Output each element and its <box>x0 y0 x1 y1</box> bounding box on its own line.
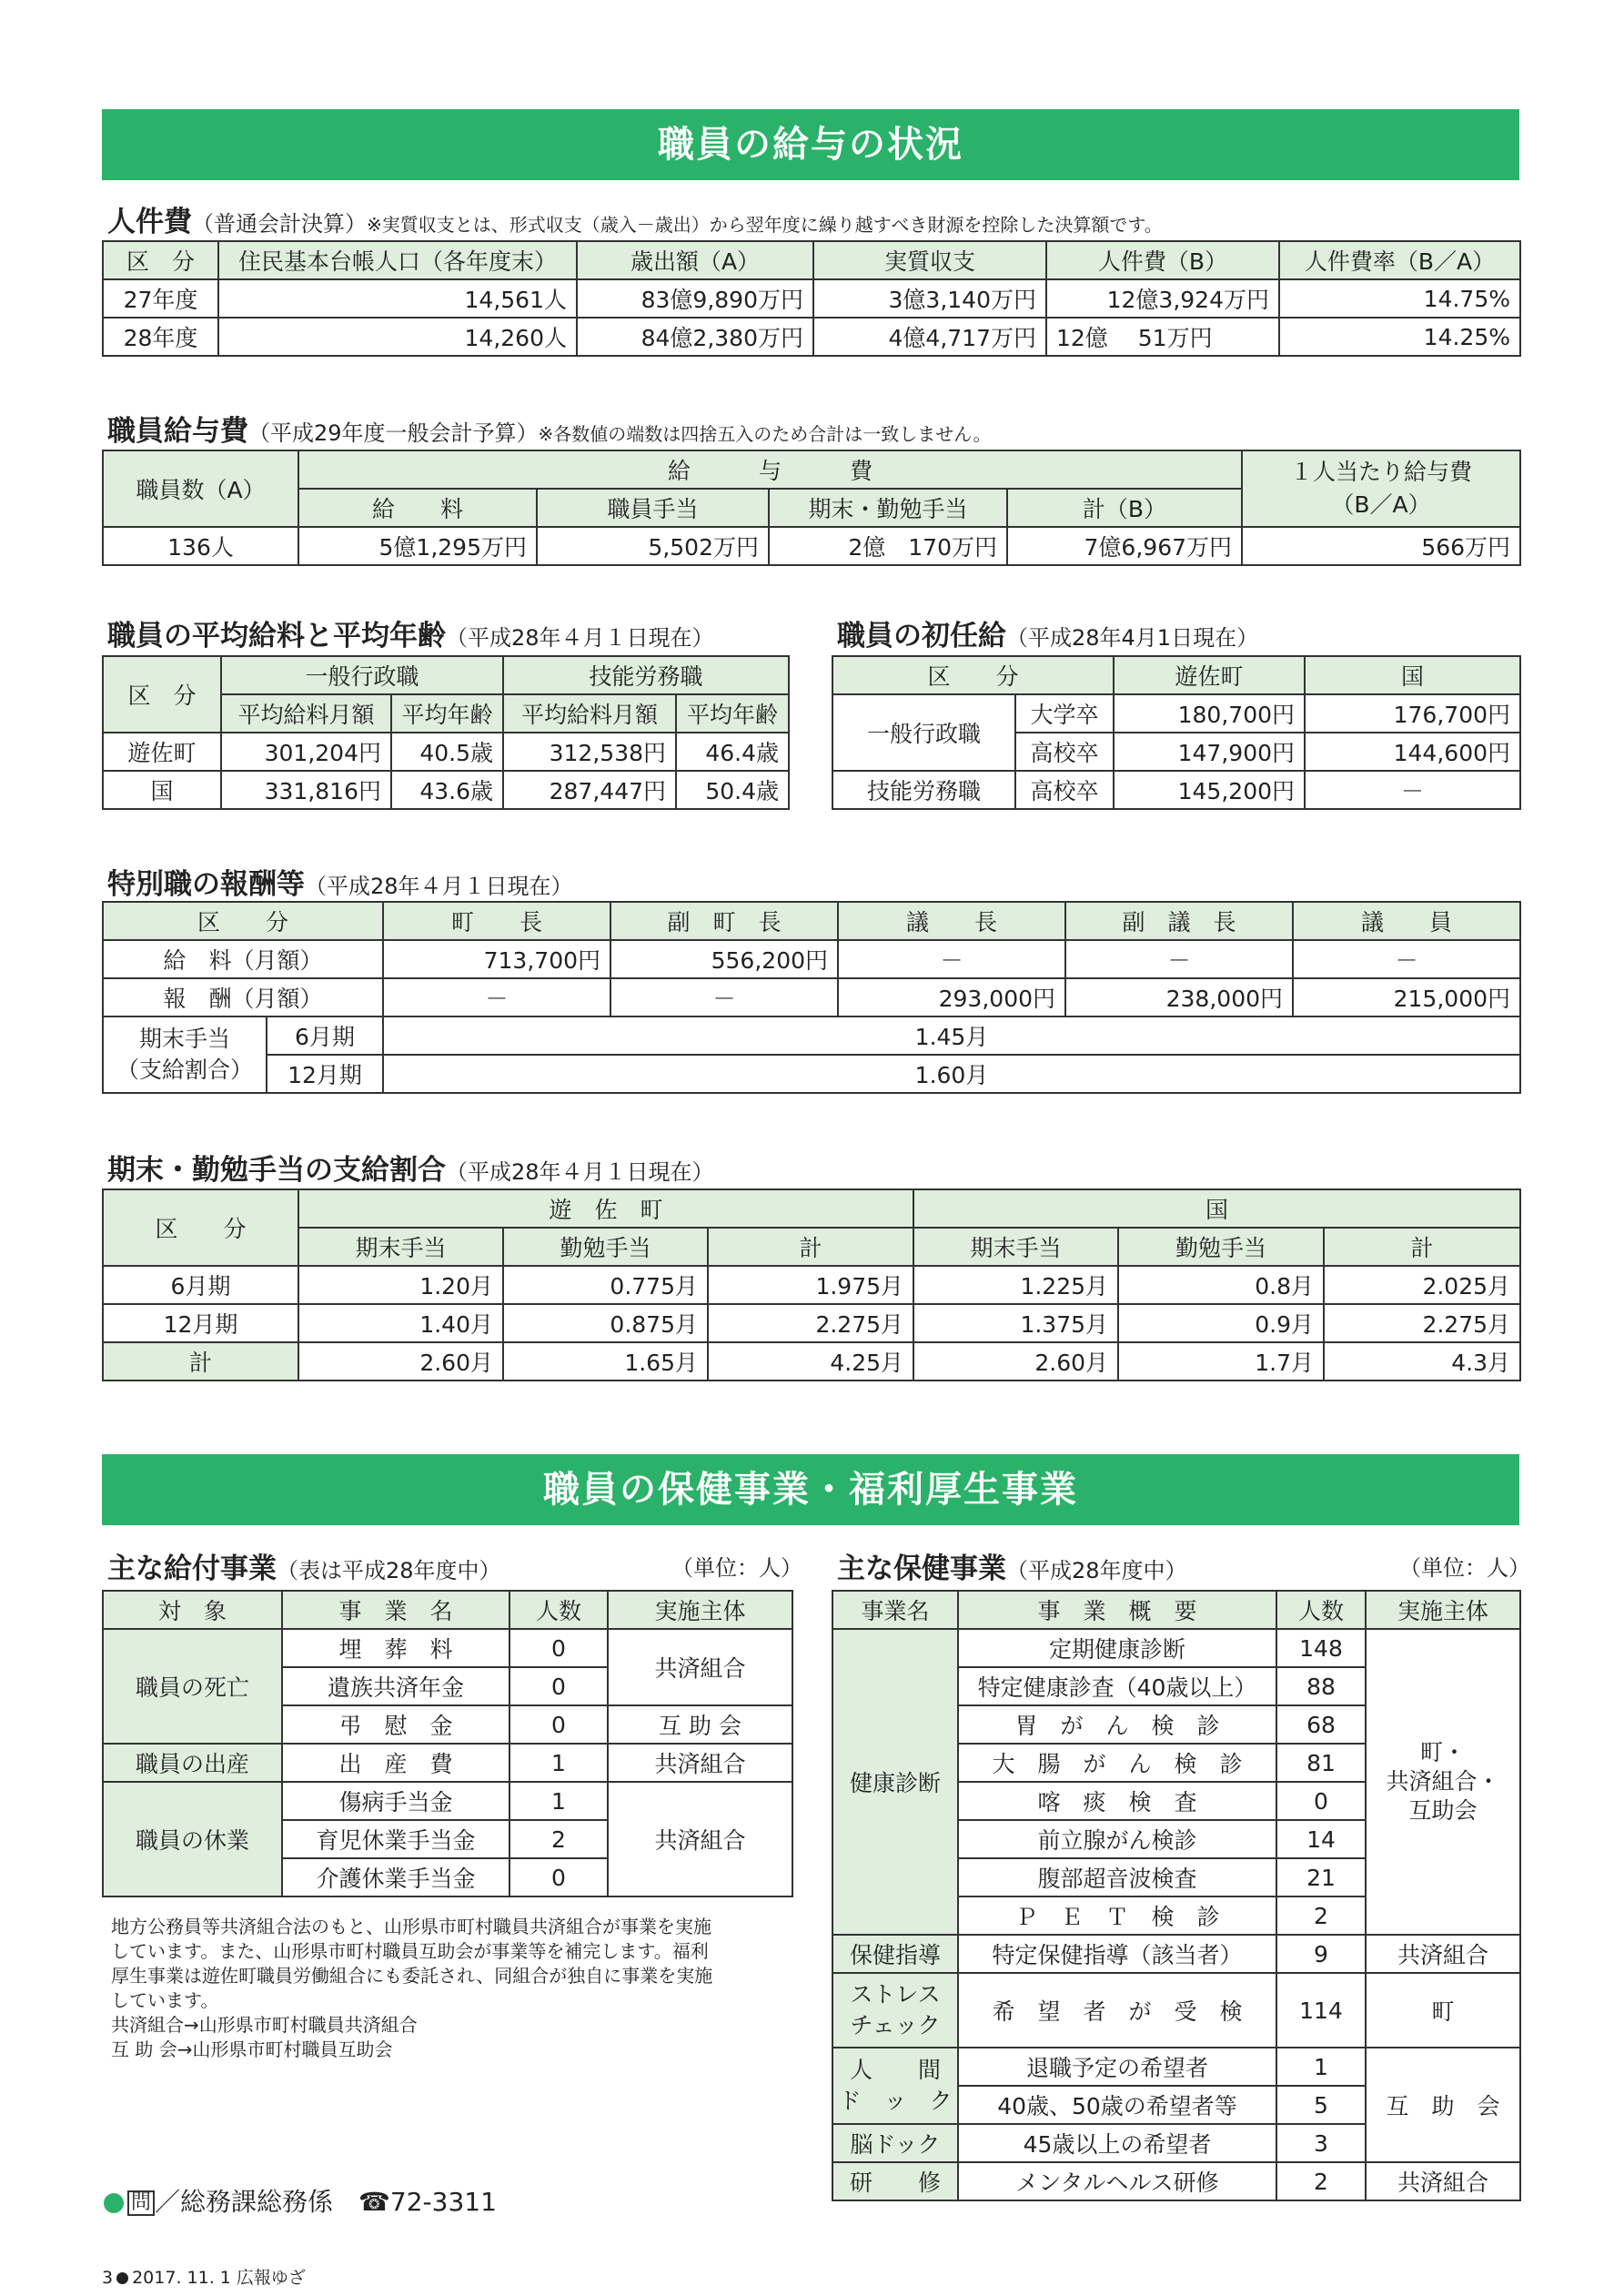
cell: 2.60月 <box>298 1342 503 1381</box>
cell: 176,700円 <box>1305 694 1520 733</box>
th: 人件費率（B／A） <box>1279 241 1520 279</box>
cell: － <box>1305 771 1520 809</box>
cell: － <box>1293 940 1520 978</box>
cell: 1.65月 <box>503 1342 708 1381</box>
th: 計 <box>1324 1228 1520 1266</box>
staff-salary-table <box>102 450 1521 566</box>
personnel-cost-table <box>102 240 1521 357</box>
benefits-table <box>102 1590 793 1897</box>
cell-line: ド ッ ク <box>838 2088 953 2114</box>
note-line: しています。また、山形県市町村職員互助会が事業等を補完します。福利 <box>111 1940 709 1962</box>
cell: 0.8月 <box>1118 1266 1324 1304</box>
cell: 50.4歳 <box>676 771 789 809</box>
th: 勤勉手当 <box>503 1228 708 1266</box>
cell: 1 <box>509 1782 608 1820</box>
special-posts-table <box>102 901 1521 1094</box>
cell: 287,447円 <box>503 771 676 809</box>
cell: 喀 痰 検 査 <box>958 1782 1276 1820</box>
cell: 腹部超音波検査 <box>958 1858 1276 1896</box>
th-line: （B／A） <box>1331 491 1431 518</box>
cell: 健康診断 <box>832 1629 958 1935</box>
th: 平均年齢 <box>391 694 503 733</box>
th: 平均給料月額 <box>503 694 676 733</box>
cell: 特定保健指導（該当者） <box>958 1935 1276 1973</box>
cell: 共済組合 <box>1366 2162 1520 2200</box>
cell: 0 <box>509 1667 608 1705</box>
heading: 期末・勤勉手当の支給割合 <box>107 1154 446 1187</box>
cell: 27年度 <box>103 279 218 318</box>
th: 計 <box>708 1228 913 1266</box>
ask-label: 問 <box>127 2190 155 2216</box>
starting-pay-table <box>832 655 1521 810</box>
cell: 331,816円 <box>221 771 391 809</box>
cell <box>832 2048 958 2124</box>
th: 区 分 <box>103 656 221 733</box>
cell: 5 <box>1276 2086 1366 2124</box>
cell-line: 期末手当 <box>138 1026 230 1052</box>
cell-line: 人 間 <box>849 2057 941 2083</box>
cell: － <box>610 978 838 1017</box>
subheading: （平成28年度中） <box>1006 1558 1187 1583</box>
cell: 2 <box>1276 1896 1366 1935</box>
th: 国 <box>913 1189 1520 1228</box>
cell: 1 <box>509 1744 608 1782</box>
th: 人数 <box>509 1591 608 1629</box>
cell: 遊佐町 <box>103 733 221 771</box>
cell: 5億1,295万円 <box>298 527 537 565</box>
th: 事 業 概 要 <box>958 1591 1276 1629</box>
cell: 共済組合 <box>608 1744 792 1782</box>
cell: 傷病手当金 <box>282 1782 509 1820</box>
bonus-rate-table <box>102 1188 1521 1381</box>
th: 職員手当 <box>537 489 769 527</box>
cell: 職員の出産 <box>103 1744 282 1782</box>
cell: 147,900円 <box>1114 733 1305 771</box>
cell: 報 酬（月額） <box>103 978 383 1017</box>
cell: 14.75% <box>1279 279 1520 318</box>
th: 給 与 費 <box>298 450 1242 489</box>
subheading: （表は平成28年度中） <box>277 1558 501 1583</box>
cell: 312,538円 <box>503 733 676 771</box>
th: 期末手当 <box>913 1228 1118 1266</box>
cell: 12月期 <box>267 1055 383 1093</box>
cell <box>1366 1629 1520 1935</box>
cell: 14,260人 <box>218 318 577 356</box>
note-line: 互 助 会→山形県市町村職員互助会 <box>111 2038 393 2060</box>
cell: 0.9月 <box>1118 1304 1324 1342</box>
cell: 町 <box>1366 1973 1520 2048</box>
cell: 共済組合 <box>608 1629 792 1705</box>
cell: 互 助 会 <box>608 1705 792 1744</box>
phone-number[interactable]: ☎72-3311 <box>358 2187 497 2217</box>
cell: 21 <box>1276 1858 1366 1896</box>
section-title-starting-pay <box>837 612 1258 653</box>
th: 区 分 <box>832 656 1114 694</box>
cell: 83億9,890万円 <box>577 279 813 318</box>
cell: 0 <box>509 1629 608 1667</box>
cell: 退職予定の希望者 <box>958 2048 1276 2086</box>
cell: 0 <box>1276 1782 1366 1820</box>
cell-line: 互助会 <box>1408 1797 1478 1824</box>
contact-info <box>104 2182 497 2219</box>
note-line: しています。 <box>111 1989 219 2011</box>
th: 技能労務職 <box>503 656 789 694</box>
section-title-average-pay <box>107 612 714 653</box>
th: 実施主体 <box>608 1591 792 1629</box>
cell: 1.60月 <box>383 1055 1520 1093</box>
cell: 4.25月 <box>708 1342 913 1381</box>
cell: 大 腸 が ん 検 診 <box>958 1744 1276 1782</box>
cell: 145,200円 <box>1114 771 1305 809</box>
th: 勤勉手当 <box>1118 1228 1324 1266</box>
th: 事業名 <box>832 1591 958 1629</box>
cell: メンタルヘルス研修 <box>958 2162 1276 2200</box>
cell-line: チェック <box>850 2012 941 2038</box>
cell: 0.875月 <box>503 1304 708 1342</box>
cell: 2.275月 <box>708 1304 913 1342</box>
cell: 育児休業手当金 <box>282 1820 509 1858</box>
cell: 5,502万円 <box>537 527 769 565</box>
cell: 40歳、50歳の希望者等 <box>958 2086 1276 2124</box>
subheading: （平成28年４月１日現在） <box>446 625 714 651</box>
th: 区 分 <box>103 1189 298 1266</box>
cell: 保健指導 <box>832 1935 958 1973</box>
cell: 81 <box>1276 1744 1366 1782</box>
cell: 技能労務職 <box>832 771 1015 809</box>
th: 遊佐町 <box>1114 656 1305 694</box>
section-title-staff-salary <box>107 408 992 449</box>
issue-date: 2017. 11. 1 <box>132 2268 231 2288</box>
th: 実質収支 <box>813 241 1046 279</box>
cell: Ｐ Ｅ Ｔ 検 診 <box>958 1896 1276 1935</box>
th: 一般行政職 <box>221 656 503 694</box>
cell: 148 <box>1276 1629 1366 1667</box>
note-line: 厚生事業は遊佐町職員労働組合にも委託され、同組合が独自に事業を実施 <box>111 1965 713 1987</box>
cell: 定期健康診断 <box>958 1629 1276 1667</box>
cell: 国 <box>103 771 221 809</box>
note: ※各数値の端数は四捨五入のため合計は一致しません。 <box>538 423 992 445</box>
page-number: 3 <box>102 2268 114 2288</box>
cell: 215,000円 <box>1293 978 1520 1017</box>
th: 副 議 長 <box>1065 902 1293 940</box>
cell: 114 <box>1276 1973 1366 2048</box>
heading: 職員の平均給料と平均年齢 <box>107 620 446 652</box>
th: 住民基本台帳人口（各年度末） <box>218 241 577 279</box>
cell: 高校卒 <box>1015 771 1114 809</box>
cell: 弔 慰 金 <box>282 1705 509 1744</box>
cell: 2.60月 <box>913 1342 1118 1381</box>
th: 人件費（B） <box>1046 241 1279 279</box>
th: 平均給料月額 <box>221 694 391 733</box>
cell: 4.3月 <box>1324 1342 1520 1381</box>
publication-name: 広報ゆざ <box>236 2268 306 2288</box>
cell: 2 <box>509 1820 608 1858</box>
th: 対 象 <box>103 1591 282 1629</box>
th: 平均年齢 <box>676 694 789 733</box>
cell: 給 料（月額） <box>103 940 383 978</box>
cell: 4億4,717万円 <box>813 318 1046 356</box>
cell: 0.775月 <box>503 1266 708 1304</box>
cell: 1 <box>1276 2048 1366 2086</box>
cell: 556,200円 <box>610 940 838 978</box>
cell: 職員の休業 <box>103 1782 282 1896</box>
cell: － <box>1065 940 1293 978</box>
note: ※実質収支とは、形式収支（歳入－歳出）から翌年度に繰り越すべき財源を控除した決算額です。 <box>367 214 1163 236</box>
cell-line: 共済組合・ <box>1386 1768 1500 1795</box>
cell: 136人 <box>103 527 298 565</box>
cell: 遺族共済年金 <box>282 1667 509 1705</box>
cell: 6月期 <box>267 1017 383 1055</box>
cell: 14.25% <box>1279 318 1520 356</box>
th: 期末手当 <box>298 1228 503 1266</box>
department: ／総務課総務係 <box>155 2187 334 2217</box>
heading: 職員の初任給 <box>837 620 1006 652</box>
cell: 介護休業手当金 <box>282 1858 509 1896</box>
cell: 14 <box>1276 1820 1366 1858</box>
unit-label: （単位：人） <box>1399 1555 1530 1581</box>
page-footer <box>102 2264 306 2289</box>
cell-line: ストレス <box>850 1981 941 2008</box>
cell: 特定健康診査（40歳以上） <box>958 1667 1276 1705</box>
th: 事 業 名 <box>282 1591 509 1629</box>
cell: 45歳以上の希望者 <box>958 2124 1276 2162</box>
cell: 238,000円 <box>1065 978 1293 1017</box>
th: 議 員 <box>1293 902 1520 940</box>
average-pay-table <box>102 655 790 810</box>
cell: 0 <box>509 1858 608 1896</box>
cell: 3億3,140万円 <box>813 279 1046 318</box>
cell: 2億 170万円 <box>769 527 1007 565</box>
heading: 主な保健事業 <box>837 1553 1006 1585</box>
th: 区 分 <box>103 902 383 940</box>
section-title-benefits <box>107 1545 501 1586</box>
cell: 1.40月 <box>298 1304 503 1342</box>
cell: 2.275月 <box>1324 1304 1520 1342</box>
section-banner-salary: 職員の給与の状況 <box>102 109 1519 180</box>
cell: 前立腺がん検診 <box>958 1820 1276 1858</box>
cell: 職員の死亡 <box>103 1629 282 1744</box>
cell: 293,000円 <box>838 978 1065 1017</box>
cell: 希 望 者 が 受 検 <box>958 1973 1276 2048</box>
cell: 3 <box>1276 2124 1366 2162</box>
cell: 1.975月 <box>708 1266 913 1304</box>
cell: 埋 葬 料 <box>282 1629 509 1667</box>
section-banner-welfare: 職員の保健事業・福利厚生事業 <box>102 1454 1519 1525</box>
cell: 12億 51万円 <box>1046 318 1279 356</box>
cell: － <box>838 940 1065 978</box>
subheading: （平成28年４月１日現在） <box>305 874 573 899</box>
section-title-special-posts <box>107 861 573 902</box>
cell: 713,700円 <box>383 940 610 978</box>
cell: 2 <box>1276 2162 1366 2200</box>
th: 給 料 <box>298 489 537 527</box>
subheading: （平成28年4月1日現在） <box>1006 625 1259 651</box>
cell: 研 修 <box>832 2162 958 2200</box>
cell: 1.225月 <box>913 1266 1118 1304</box>
section-title-bonus-rate <box>107 1147 714 1188</box>
cell: 46.4歳 <box>676 733 789 771</box>
note-line: 共済組合→山形県市町村職員共済組合 <box>111 2014 418 2036</box>
health-table <box>832 1590 1521 2201</box>
th: 遊 佐 町 <box>298 1189 913 1228</box>
th: 歳出額（A） <box>577 241 813 279</box>
section-title-health <box>837 1545 1187 1586</box>
cell: 144,600円 <box>1305 733 1520 771</box>
th: 期末・勤勉手当 <box>769 489 1007 527</box>
cell: 9 <box>1276 1935 1366 1973</box>
th: 副 町 長 <box>610 902 838 940</box>
th: 人数 <box>1276 1591 1366 1629</box>
heading: 主な給付事業 <box>107 1553 277 1585</box>
th: 町 長 <box>383 902 610 940</box>
unit-label: （単位：人） <box>671 1555 802 1581</box>
th: 国 <box>1305 656 1520 694</box>
cell: 1.375月 <box>913 1304 1118 1342</box>
cell: 高校卒 <box>1015 733 1114 771</box>
cell: 180,700円 <box>1114 694 1305 733</box>
cell: 互 助 会 <box>1366 2048 1520 2162</box>
section-title-personnel-cost <box>107 198 1163 239</box>
cell: 84億2,380万円 <box>577 318 813 356</box>
th: 区 分 <box>103 241 218 279</box>
cell: 計 <box>103 1342 298 1381</box>
subheading: （平成28年４月１日現在） <box>446 1159 714 1185</box>
cell: 一般行政職 <box>832 694 1015 771</box>
cell: 14,561人 <box>218 279 577 318</box>
benefits-notes <box>111 1915 712 2062</box>
cell: 0 <box>509 1705 608 1744</box>
cell: 40.5歳 <box>391 733 503 771</box>
th: 職員数（A） <box>103 450 298 527</box>
cell: 2.025月 <box>1324 1266 1520 1304</box>
th: 実施主体 <box>1366 1591 1520 1629</box>
cell: 12億3,924万円 <box>1046 279 1279 318</box>
cell-line: 町・ <box>1419 1739 1466 1765</box>
cell: － <box>383 978 610 1017</box>
cell-line: （支給割合） <box>116 1057 253 1083</box>
cell: 88 <box>1276 1667 1366 1705</box>
cell: 6月期 <box>103 1266 298 1304</box>
cell: 1.45月 <box>383 1017 1520 1055</box>
cell: 出 産 費 <box>282 1744 509 1782</box>
cell: 共済組合 <box>1366 1935 1520 1973</box>
th <box>1242 450 1520 527</box>
cell: 28年度 <box>103 318 218 356</box>
bullet-icon <box>116 2272 128 2284</box>
th-line: １人当たり給与費 <box>1290 459 1473 485</box>
cell <box>832 1973 958 2048</box>
cell: 7億6,967万円 <box>1007 527 1242 565</box>
subheading: （平成29年度一般会計予算） <box>248 420 539 446</box>
cell: 12月期 <box>103 1304 298 1342</box>
heading: 職員給与費 <box>107 415 248 448</box>
heading: 特別職の報酬等 <box>107 868 305 901</box>
cell: 大学卒 <box>1015 694 1114 733</box>
cell: 胃 が ん 検 診 <box>958 1705 1276 1744</box>
th: 議 長 <box>838 902 1065 940</box>
cell: 68 <box>1276 1705 1366 1744</box>
cell: 1.20月 <box>298 1266 503 1304</box>
cell: 共済組合 <box>608 1782 792 1896</box>
cell: 566万円 <box>1242 527 1520 565</box>
cell: 脳ドック <box>832 2124 958 2162</box>
subheading: （普通会計決算） <box>192 211 367 237</box>
cell: 1.7月 <box>1118 1342 1324 1381</box>
bullet-icon <box>104 2193 124 2213</box>
heading: 人件費 <box>107 206 192 238</box>
cell: 43.6歳 <box>391 771 503 809</box>
note-line: 地方公務員等共済組合法のもと、山形県市町村職員共済組合が事業を実施 <box>111 1916 711 1937</box>
cell <box>103 1017 267 1093</box>
cell: 301,204円 <box>221 733 391 771</box>
th: 計（B） <box>1007 489 1242 527</box>
